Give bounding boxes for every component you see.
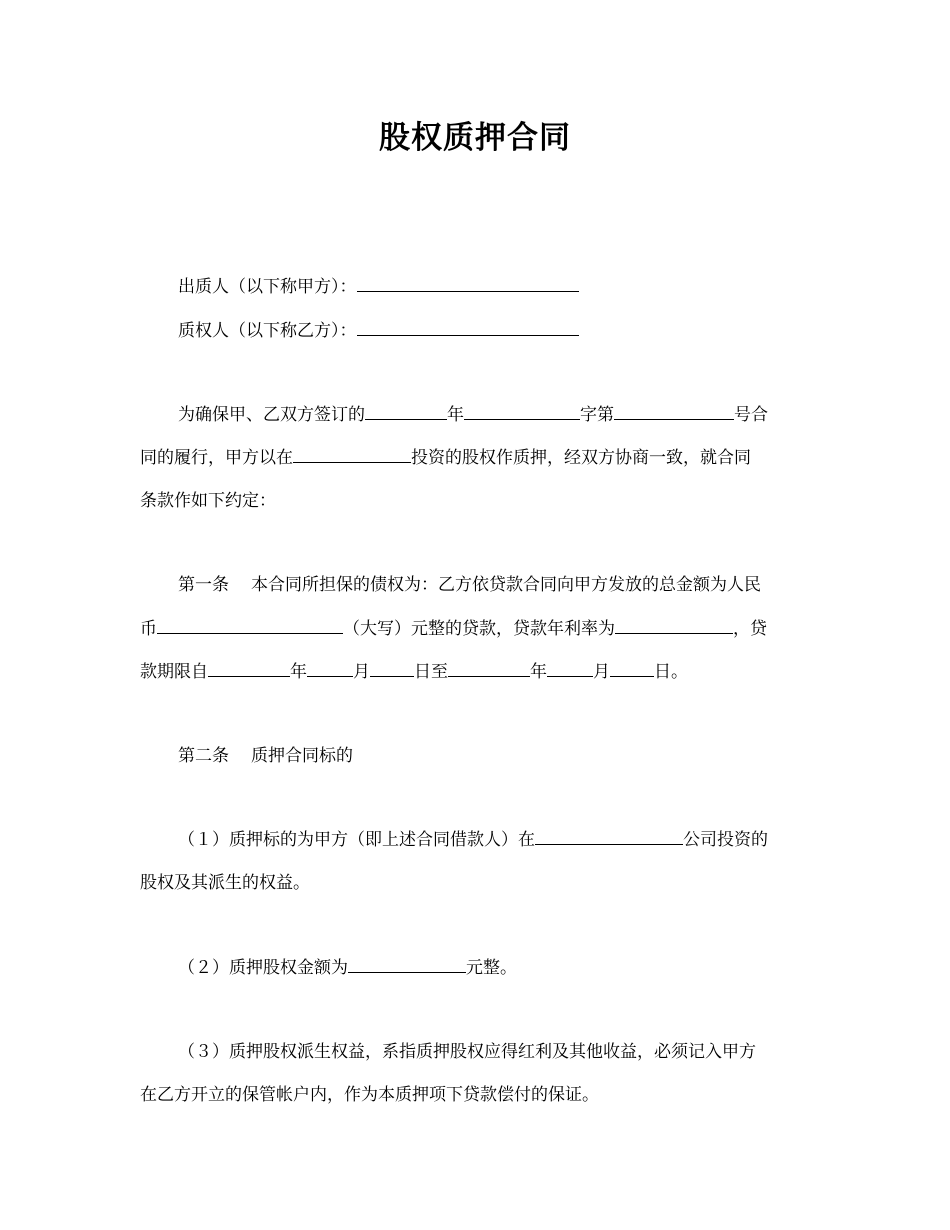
day-end-text: 日。 — [654, 662, 688, 682]
investment-blank — [293, 448, 411, 463]
article-2-title: 质押合同标的 — [251, 746, 353, 766]
preamble-text: 投资的股权作质押，经双方协商一致，就合同 — [411, 448, 751, 468]
end-year-blank — [448, 662, 530, 677]
contract-number-blank — [614, 405, 734, 420]
article-1-text: 款期限自 — [140, 662, 208, 682]
pledgor-label: 出质人（以下称甲方）： — [178, 277, 357, 297]
start-month-blank — [307, 662, 353, 677]
year-text: 年 — [290, 662, 307, 682]
pledgee-blank — [357, 321, 579, 336]
end-day-blank — [610, 662, 654, 677]
item-3-text: 在乙方开立的保管帐户内，作为本质押项下贷款偿付的保证。 — [140, 1085, 599, 1105]
item-3-line-2 — [140, 1084, 599, 1106]
company-blank — [535, 830, 683, 845]
item-1-line-1 — [178, 829, 768, 851]
article-2-heading: 第二条 — [178, 746, 229, 766]
item-2-line — [178, 957, 517, 979]
preamble-number-text: 号合 — [734, 405, 768, 425]
preamble-year-text: 年 — [447, 405, 464, 425]
item-2-text: 元整。 — [466, 958, 517, 978]
article-1-text: ，贷 — [733, 619, 767, 639]
pledge-amount-blank — [348, 958, 466, 973]
preamble-line-3 — [140, 490, 276, 512]
item-3-text: （３）质押股权派生权益，系指质押股权应得红利及其他收益，必须记入甲方 — [178, 1042, 756, 1062]
contract-year-blank — [365, 405, 447, 420]
item-2-text: （２）质押股权金额为 — [178, 958, 348, 978]
pledgor-line — [178, 276, 579, 298]
preamble-char-text: 字第 — [580, 405, 614, 425]
pledgor-blank — [357, 277, 579, 292]
month-text: 月 — [593, 662, 610, 682]
preamble-text: 条款作如下约定： — [140, 491, 276, 511]
item-1-text: 股权及其派生的权益。 — [140, 873, 310, 893]
article-2-line — [178, 745, 353, 767]
article-1-line-1 — [178, 574, 761, 596]
article-1-line-2 — [140, 618, 767, 640]
item-3-line-1 — [178, 1041, 756, 1063]
preamble-line-2 — [140, 447, 751, 469]
day-to-text: 日至 — [414, 662, 448, 682]
start-year-blank — [208, 662, 290, 677]
item-1-line-2 — [140, 872, 310, 894]
interest-rate-blank — [615, 619, 733, 634]
article-1-line-3 — [140, 661, 688, 683]
page-title: 股权质押合同 — [379, 120, 571, 156]
article-1-text: 本合同所担保的债权为：乙方依贷款合同向甲方发放的总金额为人民 — [251, 575, 761, 595]
pledgee-label: 质权人（以下称乙方）： — [178, 321, 357, 341]
article-1-text: 币 — [140, 619, 157, 639]
pledgee-line — [178, 320, 579, 342]
contract-char-blank — [464, 405, 580, 420]
item-1-text: （１）质押标的为甲方（即上述合同借款人）在 — [178, 830, 535, 850]
article-1-heading: 第一条 — [178, 575, 229, 595]
preamble-line-1 — [178, 404, 768, 426]
loan-amount-blank — [157, 619, 343, 634]
preamble-text: 为确保甲、乙双方签订的 — [178, 405, 365, 425]
item-1-text: 公司投资的 — [683, 830, 768, 850]
year-text: 年 — [530, 662, 547, 682]
start-day-blank — [370, 662, 414, 677]
article-1-text: （大写）元整的贷款，贷款年利率为 — [343, 619, 615, 639]
end-month-blank — [547, 662, 593, 677]
month-text: 月 — [353, 662, 370, 682]
preamble-text: 同的履行，甲方以在 — [140, 448, 293, 468]
